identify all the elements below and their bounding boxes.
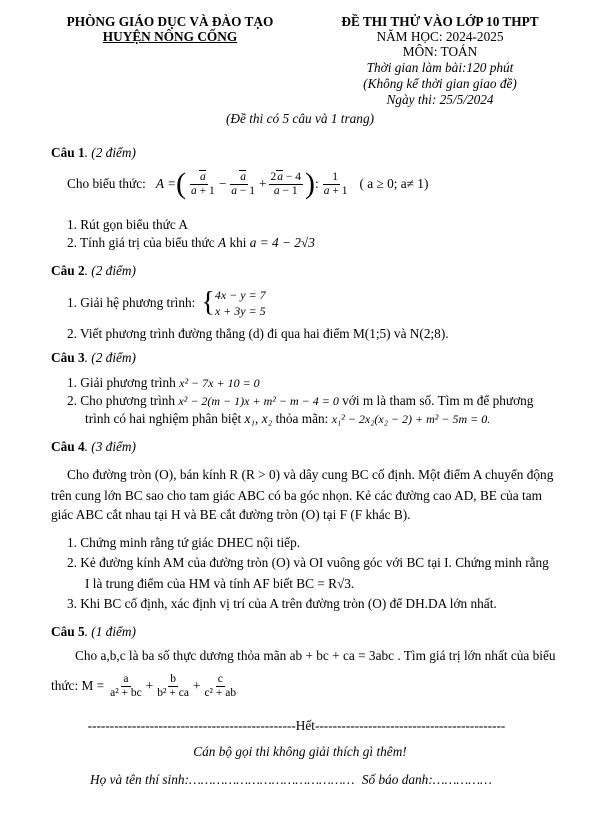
sbd-dots: ……………: [432, 772, 492, 787]
question-4-heading: [51, 439, 136, 455]
question-1-heading: [51, 145, 136, 161]
question-1-condition: ( a ≥ 0; a≠ 1): [359, 176, 429, 191]
question-2-item-2: 2. Viết phương trình đường thẳng (d) đi qua hai điểm M(1;5) và N(2;8).: [67, 326, 449, 341]
question-2-heading: [51, 263, 136, 279]
question-4-item-1: 1. Chứng minh rằng tứ giác DHEC nội tiếp.: [67, 535, 301, 550]
time-note: (Không kể thời gian giao đề): [363, 76, 517, 91]
question-4-item-3: 3. Khi BC cố định, xác định vị trí của A trên đường tròn (O) để DH.DA lớn nhất.: [67, 596, 497, 611]
question-1-intro: Cho biểu thức:: [67, 176, 146, 191]
fraction-2: $\frac{a}{a - 1}$: [231, 170, 256, 197]
question-1-item-1: 1. Rút gọn biểu thức A: [67, 217, 188, 232]
fraction-m-2: $\frac{b}{\text{b² + ca}}$: [157, 672, 189, 699]
question-4-item-2-line-2: I là trung điểm của HM và tính AF biết BC = R√3.: [85, 576, 355, 591]
equation-2: x + 3y = 5: [214, 304, 266, 318]
question-4-title: Câu 4: [51, 439, 85, 454]
question-4-points: . (3 điểm): [84, 439, 136, 454]
question-1-expression: Cho biểu thức: A = ( $\frac{a}{a + 1}$ − $\frac{a}{a - 1}$ + $\frac{2a - 4}{a - 1}$ ) : $\frac{1}{a + 1}$ ( a ≥ 0; a≠ 1): [67, 167, 429, 200]
question-3-item-2-line-2: trình có hai nghiệm phân biệt x₁, x₂ thỏa mãn: x₁² − 2x₂(x₂ − 2) + m² − 5m = 0.: [85, 411, 491, 426]
fraction-3: $\frac{2a - 4}{a - 1}$: [270, 170, 302, 197]
question-3-title: Câu 3: [51, 350, 85, 365]
expression-a: A =: [155, 176, 177, 191]
department-name: PHÒNG GIÁO DỤC VÀ ĐÀO TẠO: [66, 14, 274, 29]
question-3-item-2: 2. Cho phương trình x² − 2(m − 1)x + m² − m − 4 = 0 với m là tham số. Tìm m để phương: [67, 393, 534, 408]
question-3-points: . (2 điểm): [84, 350, 136, 365]
question-5-expression: thức: M = $\frac{a}{\text{a² + bc}}$ + $\frac{b}{\text{b² + ca}}$ + $\frac{c}{\text{c² + ab}}$: [51, 672, 237, 699]
question-1-item-2: 2. Tính giá trị của biểu thức A khi a = 4 − 2√3: [67, 235, 315, 250]
right-paren: ): [305, 167, 316, 200]
question-2-title: Câu 2: [51, 263, 85, 278]
name-label: Họ và tên thí sinh:: [90, 772, 189, 787]
question-4-paragraph-line-2: trên cung lớn BC sao cho tam giác ABC có ba góc nhọn. Kẻ các đường cao AD, BE của tam: [51, 488, 542, 503]
fraction-m-1: $\frac{a}{\text{a² + bc}}$: [110, 672, 142, 699]
question-2-points: . (2 điểm): [84, 263, 136, 278]
question-4-paragraph-line-3: giác ABC cắt nhau tại H và BE cắt đường tròn (O) tại F (F khác B).: [51, 507, 411, 522]
question-2-item-1: 1. Giải hệ phương trình: { 4x − y = 7 x + 3y = 5: [67, 287, 266, 318]
fraction-m-3: $\frac{c}{\text{c² + ab}}$: [204, 672, 237, 699]
fraction-1: $\frac{a}{a + 1}$: [191, 170, 215, 197]
exam-title: ĐỀ THI THỬ VÀO LỚP 10 THPT: [341, 14, 539, 29]
left-paren: (: [176, 167, 187, 200]
system-brace: {: [201, 287, 215, 318]
candidate-info: [90, 772, 492, 788]
time-allowed: Thời gian làm bài:120 phút: [366, 60, 514, 75]
question-5-line-1: Cho a,b,c là ba số thực dương thỏa mãn ab + bc + ca = 3abc . Tìm giá trị lớn nhất của biểu: [75, 648, 556, 663]
school-year: NĂM HỌC: 2024-2025: [376, 29, 504, 44]
page-note: (Đề thi có 5 câu và 1 trang): [225, 111, 375, 126]
question-1-title: Câu 1: [51, 145, 85, 160]
name-dots: ……………………………………: [188, 772, 355, 787]
question-5-title: Câu 5: [51, 624, 85, 639]
fraction-4: $\frac{1}{a + 1}$: [323, 170, 348, 197]
subject: MÔN: TOÁN: [402, 44, 478, 59]
question-4-paragraph-line-1: Cho đường tròn (O), bán kính R (R > 0) và dây cung BC cố định. Một điểm A chuyển động: [67, 467, 554, 482]
question-3-heading: [51, 350, 136, 366]
sbd-label: Số báo danh:: [361, 772, 433, 787]
equation-system: [215, 287, 266, 319]
end-line: -----------------------------------------------Hết-------------------------------------------: [87, 718, 506, 733]
question-1-points: . (2 điểm): [84, 145, 136, 160]
proctor-note: Cán bộ gọi thi không giải thích gì thêm!: [193, 744, 407, 759]
question-4-item-2: 2. Kẻ đường kính AM của đường tròn (O) và OI vuông góc với BC tại I. Chứng minh rằng: [67, 555, 549, 570]
question-3-item-1: 1. Giải phương trình x² − 7x + 10 = 0: [67, 375, 260, 390]
equation-1: 4x − y = 7: [214, 287, 266, 302]
exam-date: Ngày thi: 25/5/2024: [386, 92, 494, 107]
question-5-heading: [51, 624, 136, 640]
district-name: HUYỆN NÔNG CỐNG: [102, 29, 238, 44]
question-5-points: . (1 điểm): [84, 624, 136, 639]
